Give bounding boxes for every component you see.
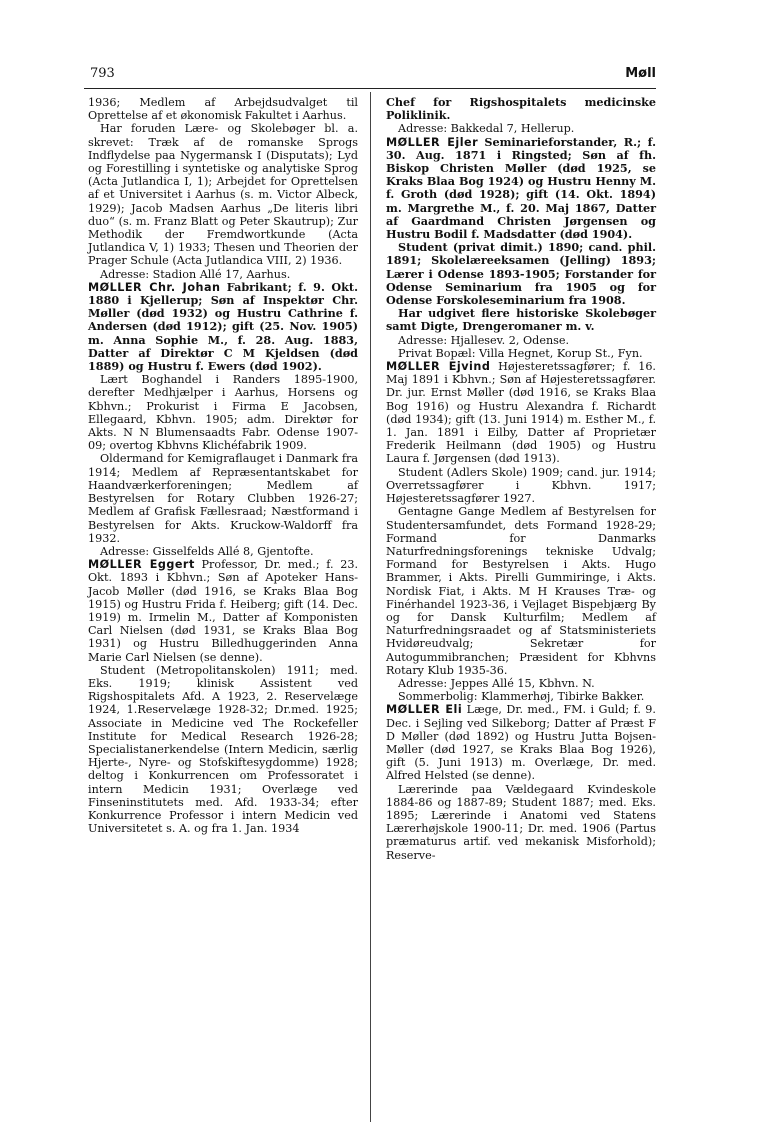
entry-career: Student (privat dimit.) 1890; cand. phil. 1891; Skolelæreeksamen (Jelling) 1893; Lærer i Odense 1893-1905; Forstander for Odense Seminarium fra 1905 og for Odense Forskoleseminarium fra 1908.	[386, 240, 656, 308]
entry-name: MØLLER Ejvind	[386, 360, 491, 374]
entry-offices: Gentagne Gange Medlem af Bestyrelsen for Studentersamfundet, dets Formand 1928-29; Formand for Danmarks Naturfredningsforenings tekniske Udvalg; Formand for Bestyrelsen i Akts. Hugo Brammer, i Akts. Pirelli Gummiringe, i Akts. Nordisk Fiat, i Akts. M H Krauses Træ- og Finérhandel 1923-36, i Vejlaget Bispebjærg By og for Dansk Kulturfilm; Medlem af Naturfredningsraadet og af Statsministeriets Hvidøreudvalg; Sekretær for Autogummibranchen; Præsident for Kbhvns Rotary Klub 1935-36.	[386, 505, 656, 677]
entry-moller-ejvind	[386, 360, 656, 703]
entry-name: MØLLER Ejler	[386, 135, 479, 149]
continuation-works: Har foruden Lære- og Skolebøger bl. a. skrevet: Træk af de romanske Sprogs Indflydelse paa Nygermansk I (Disputats); Lyd og Forestilling i syntetiske og analytiske Sprog (Acta Jutlandica I, 1); Arbejdet for Oprettelsen af et Universitet i Aarhus (s. m. Victor Albeck, 1929); Jacob Madsen Aarhus „De literis libri duo“ (s. m. Franz Blatt og Peter Skautrup); Zur Methodik der Fremdwortkunde (Acta Jutlandica V, 1) 1933; Thesen und Theorien der Prager Schule (Acta Jutlandica VIII, 2) 1936.	[88, 122, 358, 268]
entry-lead: Højesteretssagfører; f. 16. Maj 1891 i Kbhvn.; Søn af Højesteretssagfører. Dr. jur. Ernst Møller (død 1916, se Kraks Blaa Bog 1916) og Hustru Alexandra f. Richardt (død 1934); gift (13. Juni 1914) m. Esther M., f. 1. Jan. 1891 i Eilby, Datter af Proprietær Frederik Heilmann (død 1905) og Hustru Laura f. Jørgensen (død 1913).	[386, 360, 656, 466]
entry-career: Lært Boghandel i Randers 1895-1900, derefter Medhjælper i Aarhus, Horsens og Kbhvn.; Prokurist i Firma E Jacobsen, Ellegaard, Kbhvn. 1905; adm. Direktør for Akts. N N Blumensaadts Fabr. Odense 1907-09; overtog Kbhvns Klichéfabrik 1909.	[88, 373, 358, 453]
page-header	[84, 66, 656, 89]
entry-address: Adresse: Gisselfelds Allé 8, Gjentofte.	[100, 544, 314, 558]
entry-lead: Læge, Dr. med., FM. i Guld; f. 9. Dec. i Sejling ved Silkeborg; Datter af Præst F D Møller (død 1892) og Hustru Jutta Bojsen-Møller (død 1927, se Kraks Blaa Bog 1926), gift (5. Juni 1913) m. Overlæge, Dr. med. Alfred Helsted (se denne).	[386, 703, 656, 783]
page-number: 793	[90, 66, 115, 81]
entry-address: Adresse: Hjallesev. 2, Odense.	[398, 333, 570, 347]
column-divider	[370, 92, 371, 1122]
running-head: Møll	[625, 66, 656, 81]
entry-lead: Professor, Dr. med.; f. 23. Okt. 1893 i Kbhvn.; Søn af Apoteker Hans-Jacob Møller (død 1916, se Kraks Blaa Bog 1915) og Hustru Frida f. Heiberg; gift (14. Dec. 1919) m. Irmelin M., Datter af Komponisten Carl Nielsen (død 1931, se Kraks Blaa Bog 1931) og Hustru Billedhuggerinden Anna Marie Carl Nielsen (se denne).	[88, 558, 358, 664]
entry-career: Lærerinde paa Vældegaard Kvindeskole 1884-86 og 1887-89; Student 1887; med. Eks. 1895; Lærerinde i Anatomi ved Statens Lærerhøjskole 1900-11; Dr. med. 1906 (Partus præmaturus artif. ved mekanisk Misforhold); Reserve-	[386, 782, 656, 862]
entry-name: MØLLER Chr. Johan	[88, 280, 221, 294]
continuation-text: 1936; Medlem af Arbejdsudvalget til Oprettelse af et økonomisk Fakultet i Aarhus.	[88, 96, 358, 123]
entry-moller-eggert	[88, 558, 358, 835]
entry-offices: Oldermand for Kemigraflauget i Danmark fra 1914; Medlem af Repræsentantskabet for Haandværkerforeningen; Medlem af Bestyrelsen for Rotary Clubben 1926-27; Medlem af Grafisk Fællesraad; Næstformand i Bestyrelsen for Akts. Kruckow-Waldorff fra 1932.	[88, 452, 358, 545]
entry-private-address: Privat Bopæl: Villa Hegnet, Korup St., Fyn.	[398, 346, 643, 360]
entry-moller-eli	[386, 703, 656, 861]
entry-works: Har udgivet flere historiske Skolebøger samt Digte, Drengeromaner m. v.	[386, 306, 656, 334]
entry-lead: Fabrikant; f. 9. Okt. 1880 i Kjellerup; Søn af Inspektør Chr. Møller (død 1932) og Hustru Cathrine f. Andersen (død 1912); gift (25. Nov. 1905) m. Anna Sophie M., f. 28. Aug. 1883, Datter af Direktør C M Kjeldsen (død 1889) og Hustru f. Ewers (død 1902).	[88, 279, 358, 374]
entry-address: Adresse: Jeppes Allé 15, Kbhvn. N.	[398, 676, 595, 690]
entry-career: Student (Metropolitanskolen) 1911; med. Eks. 1919; klinisk Assistent ved Rigshospitalets Afd. A 1923, 2. Reservelæge 1924, 1.Reservelæge 1928-32; Dr.med. 1925; Associate in Medicine ved The Rockefeller Institute for Medical Research 1926-28; Specialistanerkendelse (Intern Medicin, særlig Hjerte-, Nyre- og Stofskiftesygdomme) 1928; deltog i Konkurrencen om Professoratet i intern Medicin 1931; Overlæge ved Finseninstitutets med. Afd. 1933-34; efter Konkurrence Professor i intern Medicin ved Universitetet s. A. og fra 1. Jan. 1934	[88, 663, 358, 836]
entry-career: Student (Adlers Skole) 1909; cand. jur. 1914; Overretssagfører i Kbhvn. 1917; Højesteretssagfører 1927.	[386, 465, 656, 506]
continuation-text: Chef for Rigshospitalets medicinske Poliklinik.	[386, 95, 656, 123]
continuation-address: Adresse: Stadion Allé 17, Aarhus.	[100, 267, 291, 281]
left-column	[88, 96, 358, 835]
entry-moller-chr-johan	[88, 281, 358, 558]
entry-name: MØLLER Eli	[386, 703, 463, 717]
entry-moller-ejler	[386, 136, 656, 360]
right-column	[386, 96, 656, 862]
entry-lead: Seminarieforstander, R.; f. 30. Aug. 1871 i Ringsted; Søn af fh. Biskop Christen Møller (død 1925, se Kraks Blaa Bog 1924) og Hustru Henny M. f. Groth (død 1928); gift (14. Okt. 1894) m. Margrethe M., f. 20. Maj 1867, Datter af Gaardmand Christen Jørgensen og Hustru Bodil f. Madsdatter (død 1904).	[386, 134, 656, 242]
entry-summer-address: Sommerbolig: Klammerhøj, Tibirke Bakker.	[398, 690, 645, 704]
continuation-address: Adresse: Bakkedal 7, Hellerup.	[398, 122, 575, 136]
entry-name: MØLLER Eggert	[88, 558, 195, 572]
